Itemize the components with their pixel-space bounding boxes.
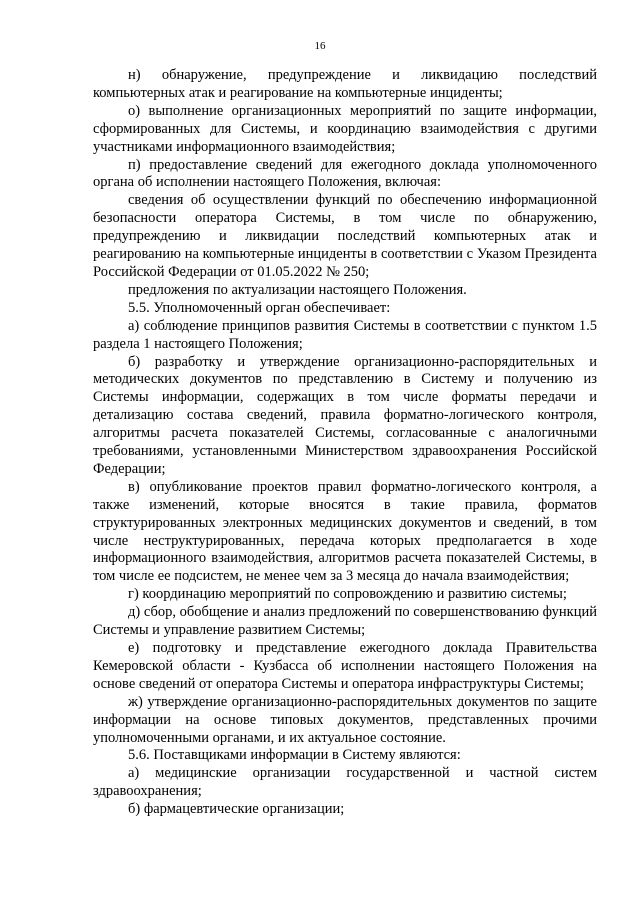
paragraph-n-detection: н) обнаружение, предупреждение и ликвидацию последствий компьютерных атак и реагирование на компьютерные инциденты; xyxy=(93,67,597,101)
document-body xyxy=(93,67,597,819)
paragraph-p-annual-report: п) предоставление сведений для ежегодного доклада уполномоченного органа об исполнении настоящего Положения, включая: xyxy=(93,156,597,191)
section-5-5-heading: 5.5. Уполномоченный орган обеспечивает: xyxy=(128,299,391,316)
paragraph-5-5-g: г) координацию мероприятий по сопровождению и развитию системы; xyxy=(128,586,567,603)
paragraph-5-6-a: а) медицинские организации государственной и частной систем здравоохранения; xyxy=(93,765,597,800)
paragraph-5-5-e: е) подготовку и представление ежегодного доклада Правительства Кемеровской области - Кузбасса об исполнении настоящего Положения на основе сведений от оператора Системы и оператора инфраструктуры Системы; xyxy=(93,640,597,692)
page-number: 16 xyxy=(314,40,326,52)
paragraph-security-info: сведения об осуществлении функций по обеспечению информационной безопасности оператора Системы, в том числе по обнаружению, предупреждению и ликвидации последствий компьютерных атак и реагированию на компьютерные инциденты в соответствии с Указом Президента Российской Федерации от 01.05.2022 № 250; xyxy=(93,192,597,280)
paragraph-5-5-zh: ж) утверждение организационно-распорядительных документов по защите информации на основе типовых документов, представленных прочими уполномоченными органами, и их актуальное состояние. xyxy=(93,693,597,746)
paragraph-5-5-d: д) сбор, обобщение и анализ предложений по совершенствованию функций Системы и управление развитием Системы; xyxy=(93,604,597,639)
paragraph-update-proposals: предложения по актуализации настоящего Положения. xyxy=(128,281,467,298)
paragraph-5-5-b: б) разработку и утверждение организационно-распорядительных и методических документов по представлению в Систему и получению из Системы информации, содержащих в том числе форматы передачи и детализацию состава сведений, правила форматно-логического контроля, алгоритмы расчета показателей Системы, согласованные с аналогичными требованиями, установленными Министерством здравоохранения Российской Федерации; xyxy=(93,353,597,477)
section-5-6-heading: 5.6. Поставщиками информации в Систему являются: xyxy=(128,747,461,764)
paragraph-5-6-b: б) фармацевтические организации; xyxy=(128,801,345,818)
paragraph-5-5-a: а) соблюдение принципов развития Системы в соответствии с пунктом 1.5 раздела 1 настоящего Положения; xyxy=(93,317,597,352)
paragraph-o-security-measures: о) выполнение организационных мероприятий по защите информации, сформированных для Системы, и координацию взаимодействия с другими участниками информационного взаимодействия; xyxy=(93,102,597,155)
paragraph-5-5-v: в) опубликование проектов правил форматно-логического контроля, а также изменений, которые вносятся в такие правила, форматов структурированных электронных медицинских документов и сведений, в том числе неструктурированных, передача которых предполагается в ходе информационного взаимодействия, алгоритмов расчета показателей Системы, в том числе ее подсистем, не менее чем за 3 месяца до начала взаимодействия; xyxy=(93,478,597,585)
